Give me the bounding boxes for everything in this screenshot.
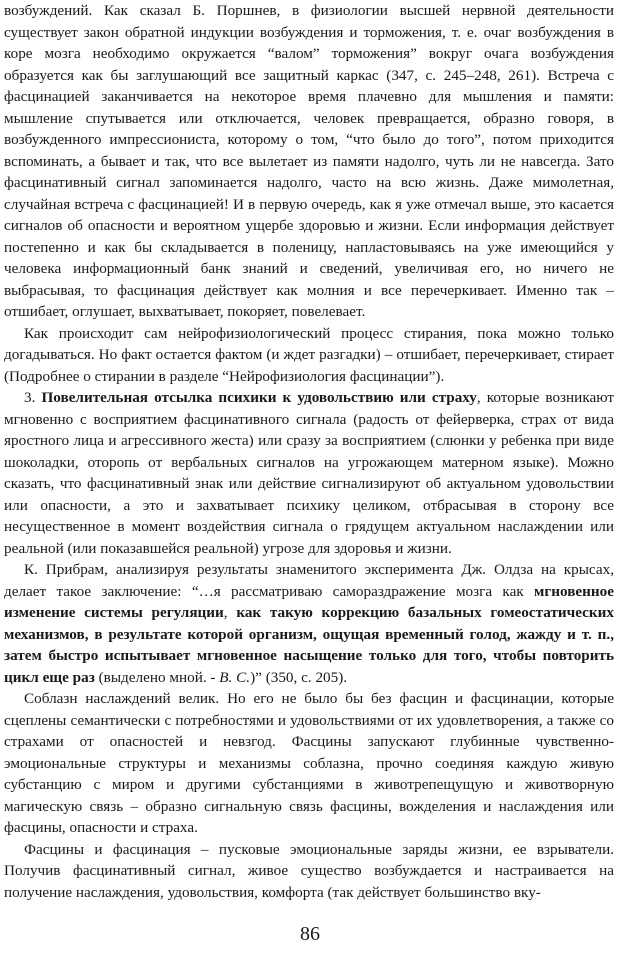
page-number: 86 xyxy=(300,923,320,945)
paragraph-6: Фасцины и фасцинация – пусковые эмоциональные заряды жизни, ее взрыватели. Получив фасцинативный сигнал, живое существо возбуждается и настраивается на получение наслаждения, удовольствия, комфорта (так действует большинство вку- xyxy=(4,840,614,901)
page-body xyxy=(4,0,614,903)
bold-quote-1: мгновенное изменение системы регуляции xyxy=(4,582,614,621)
bold-quote-2: как такую коррекцию базальных гомеостатических механизмов, в результате которой организм, ощущая временный голод, жажду и т. п., затем быстро испытывает мгновенное насыщение только для того, чтобы повторить цикл еще раз xyxy=(4,604,615,686)
paragraph-5: Соблазн наслаждений велик. Но его не было бы без фасцин и фасцинации, которые сцеплены семантически с потребностями и удовольствиями от их удовлетворения, а также со страхами от опасностей и невзгод. Фасцины запускают глубинные чувственно-эмоциональные структуры и механизмы соблазна, прочно соединяя каждую живую субстанцию с миром и другими субстанциями в животрепещущую и животворную магическую связь – образно сигнальную связь фасцины, вожделения и наслаждения или фасцины, опасности и страха. xyxy=(4,690,614,836)
paragraph-3-text: , которые возникают мгновенно с восприятием фасцинативного сигнала (радость от фейерверка, страх от вида яростного лица и агрессивного жеста) или сразу за восприятием (слюнки у ребенка при виде шоколадки, оторопь от вербальных сигналов на угрожающем матерном языке). Можно сказать, что фасцинативный знак или действие сигнализируют об актуальном удовольствии или опасности, а это и захватывает психику целиком, отбрасывая в сторону все несущественное в момент воздействия сигнала о грядущем актуальном наслаждении или реальной (или показавшейся реальной) угрозе для здоровья и жизни. xyxy=(4,389,614,557)
list-number: 3. xyxy=(24,389,36,406)
author-initials: В. С. xyxy=(219,668,251,686)
paragraph-4-end: )” (350, с. 205). xyxy=(250,668,348,686)
paragraph-4-comma: , xyxy=(223,604,237,621)
paragraph-4 xyxy=(4,559,614,688)
paragraph-2: Как происходит сам нейрофизиологический процесс стирания, пока можно только догадываться. Но факт остается фактом (и ждет разгадки) – отшибает, перечеркивает, стирает (Подробнее о стирании в разделе “Нейрофизиология фасцинации”). xyxy=(4,324,614,385)
bold-heading: Повелительная отсылка психики к удовольствию или страху xyxy=(41,389,477,406)
paragraph-1: возбуждений. Как сказал Б. Поршнев, в физиологии высшей нервной деятельности существует закон обратной индукции возбуждения и торможения, т. е. очаг возбуждения в коре мозга необходимо окружается “валом” торможения” вокруг очага возбуждения образуется как бы заглушающий все защитный каркас (347, с. 245–248, 261). Встреча с фасцинацией заканчивается на некоторое время плачевно для мышления и памяти: мышление спутывается или отключается, человек превращается, образно говоря, в возбужденного импрессиониста, которому о том, “что было до того”, потом приходится вспоминать, а бывает и так, что все вылетает из памяти надолго, чуть ли не навсегда. Зато фасцинативный сигнал запоминается надолго, часто на всю жизнь. Даже мимолетная, случайная встреча с фасцинацией! И в первую очередь, как я уже отмечал выше, это касается сигналов об опасности и вероятном ущербе здоровью и жизни. Если информация действует постепенно и как бы складывается в поленицу, напластовываясь на уже имеющийся у человека информационный банк знаний и сведений, увеличивая его, но ничего не выбрасывая, то фасцинация действует как молния и все перечеркивает. Именно так – отшибает, оглушает, выхватывает, покоряет, повелевает. xyxy=(4,2,614,320)
paragraph-4-intro: К. Прибрам, анализируя результаты знаменитого эксперимента Дж. Олдза на крысах, делает такое заключение: “…я рассматриваю самораздражение мозга как xyxy=(4,561,614,600)
paragraph-3 xyxy=(4,387,614,559)
paragraph-4-after: (выделено мной. - xyxy=(94,668,220,686)
